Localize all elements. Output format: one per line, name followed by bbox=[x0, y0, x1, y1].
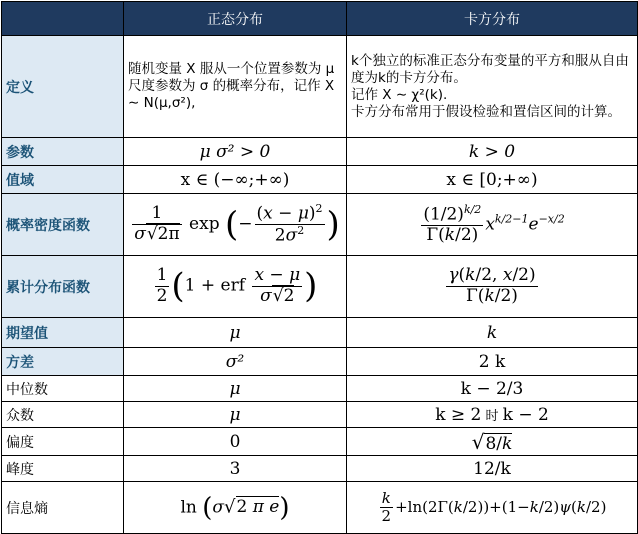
row-pdf bbox=[2, 194, 638, 256]
normal-skewness: 0 bbox=[124, 428, 347, 456]
label-kurtosis: 峰度 bbox=[2, 456, 124, 482]
label-pdf: 概率密度函数 bbox=[2, 194, 124, 256]
row-support bbox=[2, 166, 638, 194]
normal-support: x ∈ (−∞;+∞) bbox=[124, 166, 347, 194]
chisq-mean: k bbox=[347, 318, 638, 348]
label-skewness: 偏度 bbox=[2, 428, 124, 456]
chisq-support: x ∈ [0;+∞) bbox=[347, 166, 638, 194]
normal-median: μ bbox=[124, 376, 347, 402]
row-mode bbox=[2, 402, 638, 428]
header-chisq: 卡方分布 bbox=[347, 2, 638, 36]
row-definition bbox=[2, 36, 638, 138]
normal-params: μ σ² > 0 bbox=[124, 138, 347, 166]
chisq-pdf-formula: $\frac{(1/2)^{k/2}}{\Gamma(k/2)}$ $x^{k/2-1}e^{-x/2}$ bbox=[347, 194, 638, 256]
chisq-definition-line3: 卡方分布常用于假设检验和置信区间的计算。 bbox=[351, 103, 621, 120]
chisq-cdf-formula: $\frac{\gamma(k/2, x/2)}{\Gamma(k/2)}$ bbox=[347, 256, 638, 318]
label-definition: 定义 bbox=[2, 36, 124, 138]
row-params bbox=[2, 138, 638, 166]
row-kurtosis bbox=[2, 456, 638, 482]
chisq-kurtosis: 12/k bbox=[347, 456, 638, 482]
chisq-entropy-formula: $\frac{k}{2}$ +ln(2Γ(k/2))+(1−k/2)ψ(k/2) bbox=[347, 482, 638, 534]
chisq-skewness-formula: √8/k bbox=[347, 428, 638, 456]
row-mean bbox=[2, 318, 638, 348]
header-row bbox=[2, 2, 638, 36]
row-entropy bbox=[2, 482, 638, 534]
label-variance: 方差 bbox=[2, 348, 124, 376]
normal-variance: σ² bbox=[124, 348, 347, 376]
normal-kurtosis: 3 bbox=[124, 456, 347, 482]
chisq-variance: 2 k bbox=[347, 348, 638, 376]
label-entropy: 信息熵 bbox=[2, 482, 124, 534]
chisq-params: k > 0 bbox=[347, 138, 638, 166]
chisq-definition bbox=[347, 36, 638, 138]
normal-definition: 随机变量 X 服从一个位置参数为 μ 尺度参数为 σ 的概率分布，记作 X ∼ N(μ,σ²), bbox=[124, 36, 347, 138]
row-skewness bbox=[2, 428, 638, 456]
normal-mode: μ bbox=[124, 402, 347, 428]
row-variance bbox=[2, 348, 638, 376]
header-corner bbox=[2, 2, 124, 36]
normal-mean: μ bbox=[124, 318, 347, 348]
chisq-mode-value: k − 2 bbox=[502, 404, 549, 425]
distribution-comparison-table bbox=[1, 1, 638, 534]
label-support: 值域 bbox=[2, 166, 124, 194]
label-median: 中位数 bbox=[2, 376, 124, 402]
chisq-definition-line2: 记作 X ∼ χ²(k). bbox=[351, 86, 448, 103]
label-cdf: 累计分布函数 bbox=[2, 256, 124, 318]
label-mean: 期望值 bbox=[2, 318, 124, 348]
chisq-definition-line1: k个独立的标准正态分布变量的平方和服从自由度为k的卡方分布。 bbox=[351, 52, 629, 86]
normal-pdf-formula: $\frac{1}{\sigma√2\pi}$ exp (− $\frac{(x - \mu)^2}{2\sigma^2}$ ) bbox=[124, 194, 347, 256]
header-normal: 正态分布 bbox=[124, 2, 347, 36]
label-mode: 众数 bbox=[2, 402, 124, 428]
chisq-median: k − 2/3 bbox=[347, 376, 638, 402]
chisq-mode-condition: k ≥ 2 bbox=[435, 404, 482, 425]
normal-entropy-formula: ln (σ√2 π e) bbox=[124, 482, 347, 534]
row-median bbox=[2, 376, 638, 402]
chisq-mode-connector: 时 bbox=[481, 408, 503, 424]
label-params: 参数 bbox=[2, 138, 124, 166]
row-cdf bbox=[2, 256, 638, 318]
normal-cdf-formula: $\frac{1}{2}$ (1 + erf $\frac{x - \mu}{\sigma√2}$ ) bbox=[124, 256, 347, 318]
chisq-mode bbox=[347, 402, 638, 428]
